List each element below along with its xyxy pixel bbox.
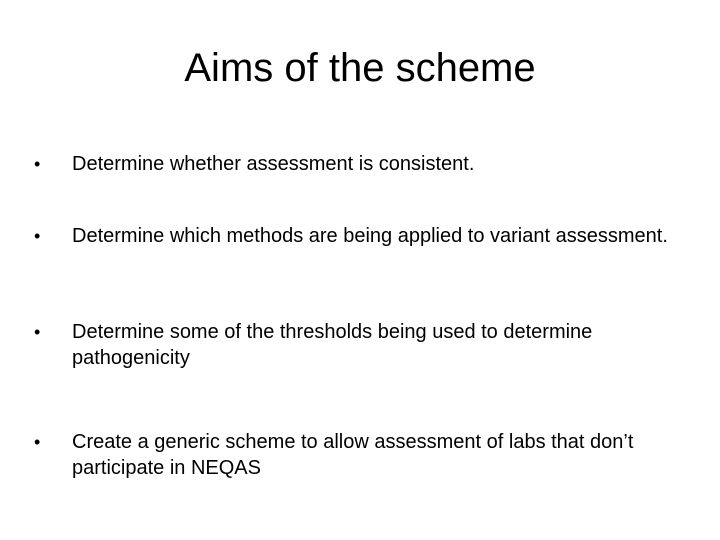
bullet-text: Determine some of the thresholds being used to determine pathogenicity bbox=[72, 321, 593, 369]
bullet-text: Create a generic scheme to allow assessment of labs that don’t participate in NEQAS bbox=[72, 431, 634, 479]
bullet-icon: • bbox=[34, 154, 41, 174]
bullet-item bbox=[34, 319, 674, 371]
slide-title: Aims of the scheme bbox=[184, 46, 536, 90]
bullet-item bbox=[34, 223, 674, 249]
bullet-icon: • bbox=[34, 322, 41, 342]
bullet-text: Determine which methods are being applied to variant assessment. bbox=[72, 225, 668, 247]
bullet-item bbox=[34, 151, 674, 177]
bullet-icon: • bbox=[34, 226, 41, 246]
bullet-text: Determine whether assessment is consistent. bbox=[72, 153, 475, 175]
bullet-icon: • bbox=[34, 432, 41, 452]
bullet-item bbox=[34, 429, 674, 481]
